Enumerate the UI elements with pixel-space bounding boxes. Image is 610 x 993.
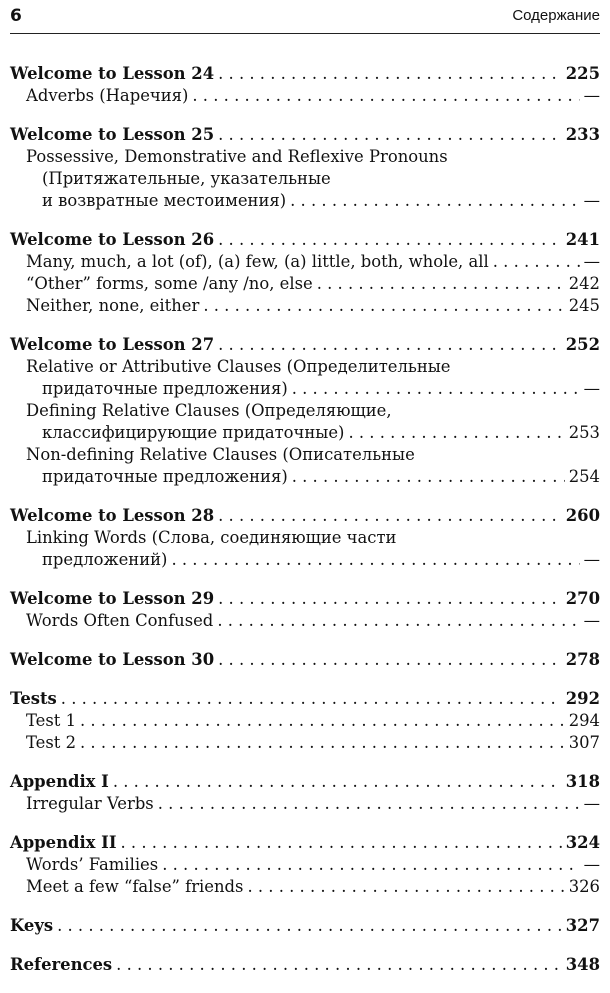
toc-entry-title: Welcome to Lesson 27	[10, 335, 215, 354]
toc-subentry-title: Defining Relative Clauses (Определяющие,	[26, 401, 392, 420]
toc-subentry-title: Possessive, Demonstrative and Reflexive Pronouns	[26, 147, 448, 166]
toc-section	[10, 505, 600, 571]
toc-entry[interactable]	[10, 229, 600, 251]
toc-subentry[interactable]	[10, 251, 600, 273]
toc-subentry[interactable]	[10, 422, 600, 444]
toc-entry[interactable]	[10, 588, 600, 610]
toc-subentry-page-number: —	[583, 379, 600, 398]
toc-entry-title: Keys	[10, 916, 54, 935]
toc-entry-title: Tests	[10, 689, 57, 708]
toc-entry[interactable]	[10, 124, 600, 146]
toc-subentry-title: Non-defining Relative Clauses (Описательные	[26, 445, 415, 464]
toc-subentry[interactable]	[10, 732, 600, 754]
dot-leader	[158, 793, 580, 815]
toc-subentry[interactable]	[10, 356, 600, 378]
dot-leader	[317, 273, 565, 295]
dot-leader	[493, 251, 580, 273]
toc-subentry-page-number: 294	[568, 711, 600, 730]
toc-subentry-title: “Other” forms, some /any /no, else	[26, 274, 313, 293]
dot-leader	[192, 85, 579, 107]
dot-leader	[217, 610, 579, 632]
toc-section	[10, 124, 600, 212]
toc-subentry-title: Words Often Confused	[26, 611, 214, 630]
toc-subentry-title: придаточные предложения)	[42, 379, 288, 398]
toc-subentry[interactable]	[10, 854, 600, 876]
toc-subentry[interactable]	[10, 876, 600, 898]
toc-entry-title: Welcome to Lesson 28	[10, 506, 215, 525]
dot-leader	[218, 505, 562, 527]
toc-entry-page-number: 270	[565, 589, 600, 608]
toc-subentry-page-number: —	[583, 611, 600, 630]
toc-entry[interactable]	[10, 954, 600, 976]
toc-entry[interactable]	[10, 649, 600, 671]
toc-subentry[interactable]	[10, 610, 600, 632]
toc-subentry-title: придаточные предложения)	[42, 467, 288, 486]
toc-entry[interactable]	[10, 915, 600, 937]
header-rule	[10, 33, 600, 34]
dot-leader	[218, 649, 562, 671]
toc-entry-page-number: 278	[565, 650, 600, 669]
toc-subentry-page-number: —	[583, 794, 600, 813]
table-of-contents	[10, 63, 600, 993]
toc-subentry[interactable]	[10, 466, 600, 488]
toc-entry-page-number: 327	[565, 916, 600, 935]
toc-subentry-title: Test 2	[26, 733, 76, 752]
toc-subentry[interactable]	[10, 295, 600, 317]
dot-leader	[218, 63, 562, 85]
toc-entry-title: Welcome to Lesson 25	[10, 125, 215, 144]
dot-leader	[116, 954, 562, 976]
toc-section	[10, 588, 600, 632]
toc-subentry-page-number: 253	[568, 423, 600, 442]
toc-subentry-page-number: 242	[568, 274, 600, 293]
toc-subentry-title: Adverbs (Наречия)	[26, 86, 189, 105]
toc-subentry[interactable]	[10, 168, 600, 190]
toc-section	[10, 771, 600, 815]
toc-subentry[interactable]	[10, 273, 600, 295]
toc-subentry-page-number: 245	[568, 296, 600, 315]
toc-entry-page-number: 260	[565, 506, 600, 525]
toc-entry[interactable]	[10, 688, 600, 710]
toc-section	[10, 63, 600, 107]
toc-section	[10, 832, 600, 898]
toc-subentry-page-number: 326	[568, 877, 600, 896]
toc-entry-title: Appendix II	[10, 833, 117, 852]
toc-subentry-page-number: 254	[568, 467, 600, 486]
dot-leader	[162, 854, 579, 876]
toc-section	[10, 688, 600, 754]
toc-subentry-title: классифицирующие придаточные)	[42, 423, 345, 442]
toc-entry-page-number: 348	[565, 955, 600, 974]
toc-subentry-title: Relative or Attributive Clauses (Определительные	[26, 357, 451, 376]
toc-entry[interactable]	[10, 63, 600, 85]
toc-entry-title: Welcome to Lesson 30	[10, 650, 215, 669]
toc-entry-title: Welcome to Lesson 24	[10, 64, 215, 83]
toc-entry-page-number: 324	[565, 833, 600, 852]
toc-section	[10, 915, 600, 937]
toc-subentry[interactable]	[10, 549, 600, 571]
toc-subentry[interactable]	[10, 85, 600, 107]
toc-entry-page-number: 318	[565, 772, 600, 791]
toc-subentry[interactable]	[10, 444, 600, 466]
dot-leader	[292, 378, 580, 400]
toc-subentry[interactable]	[10, 400, 600, 422]
dot-leader	[218, 588, 562, 610]
toc-section	[10, 229, 600, 317]
toc-entry-page-number: 252	[565, 335, 600, 354]
toc-subentry-title: Words’ Families	[26, 855, 159, 874]
dot-leader	[113, 771, 562, 793]
toc-subentry-title: и возвратные местоимения)	[42, 191, 287, 210]
toc-entry-page-number: 233	[565, 125, 600, 144]
toc-entry[interactable]	[10, 771, 600, 793]
toc-subentry-page-number: —	[583, 252, 600, 271]
dot-leader	[203, 295, 564, 317]
dot-leader	[80, 710, 565, 732]
dot-leader	[61, 688, 562, 710]
toc-entry-page-number: 292	[565, 689, 600, 708]
toc-section	[10, 954, 600, 976]
toc-subentry[interactable]	[10, 378, 600, 400]
dot-leader	[348, 422, 564, 444]
toc-subentry-title: Linking Words (Слова, соединяющие части	[26, 528, 397, 547]
toc-entry-title: References	[10, 955, 113, 974]
toc-section	[10, 649, 600, 671]
dot-leader	[292, 466, 565, 488]
toc-subentry-page-number: —	[583, 86, 600, 105]
toc-subentry[interactable]	[10, 710, 600, 732]
dot-leader	[171, 549, 579, 571]
toc-subentry-page-number: —	[583, 855, 600, 874]
toc-entry[interactable]	[10, 334, 600, 356]
toc-subentry-title: Neither, none, either	[26, 296, 200, 315]
toc-entry[interactable]	[10, 505, 600, 527]
dot-leader	[290, 190, 579, 212]
toc-subentry-title: Irregular Verbs	[26, 794, 154, 813]
dot-leader	[218, 229, 562, 251]
dot-leader	[218, 334, 562, 356]
dot-leader	[120, 832, 561, 854]
dot-leader	[80, 732, 565, 754]
toc-section	[10, 334, 600, 488]
toc-subentry[interactable]	[10, 793, 600, 815]
toc-subentry[interactable]	[10, 527, 600, 549]
toc-subentry-page-number: —	[583, 550, 600, 569]
toc-entry-title: Appendix I	[10, 772, 109, 791]
toc-subentry-title: предложений)	[42, 550, 168, 569]
page-header	[10, 0, 600, 34]
dot-leader	[247, 876, 564, 898]
toc-subentry[interactable]	[10, 190, 600, 212]
running-title: Содержание	[512, 7, 600, 24]
page-number: 6	[10, 6, 22, 26]
toc-entry-title: Welcome to Lesson 26	[10, 230, 215, 249]
toc-entry-page-number: 225	[565, 64, 600, 83]
toc-entry[interactable]	[10, 832, 600, 854]
toc-entry-title: Welcome to Lesson 29	[10, 589, 215, 608]
toc-subentry-title: Many, much, a lot (of), (a) few, (a) little, both, whole, all	[26, 252, 489, 271]
toc-subentry-title: Meet a few “false” friends	[26, 877, 244, 896]
toc-subentry-title: (Притяжательные, указательные	[42, 169, 331, 188]
toc-subentry-page-number: 307	[568, 733, 600, 752]
toc-subentry-title: Test 1	[26, 711, 76, 730]
toc-subentry-page-number: —	[583, 191, 600, 210]
toc-subentry[interactable]	[10, 146, 600, 168]
dot-leader	[218, 124, 562, 146]
dot-leader	[57, 915, 562, 937]
toc-entry-page-number: 241	[565, 230, 600, 249]
